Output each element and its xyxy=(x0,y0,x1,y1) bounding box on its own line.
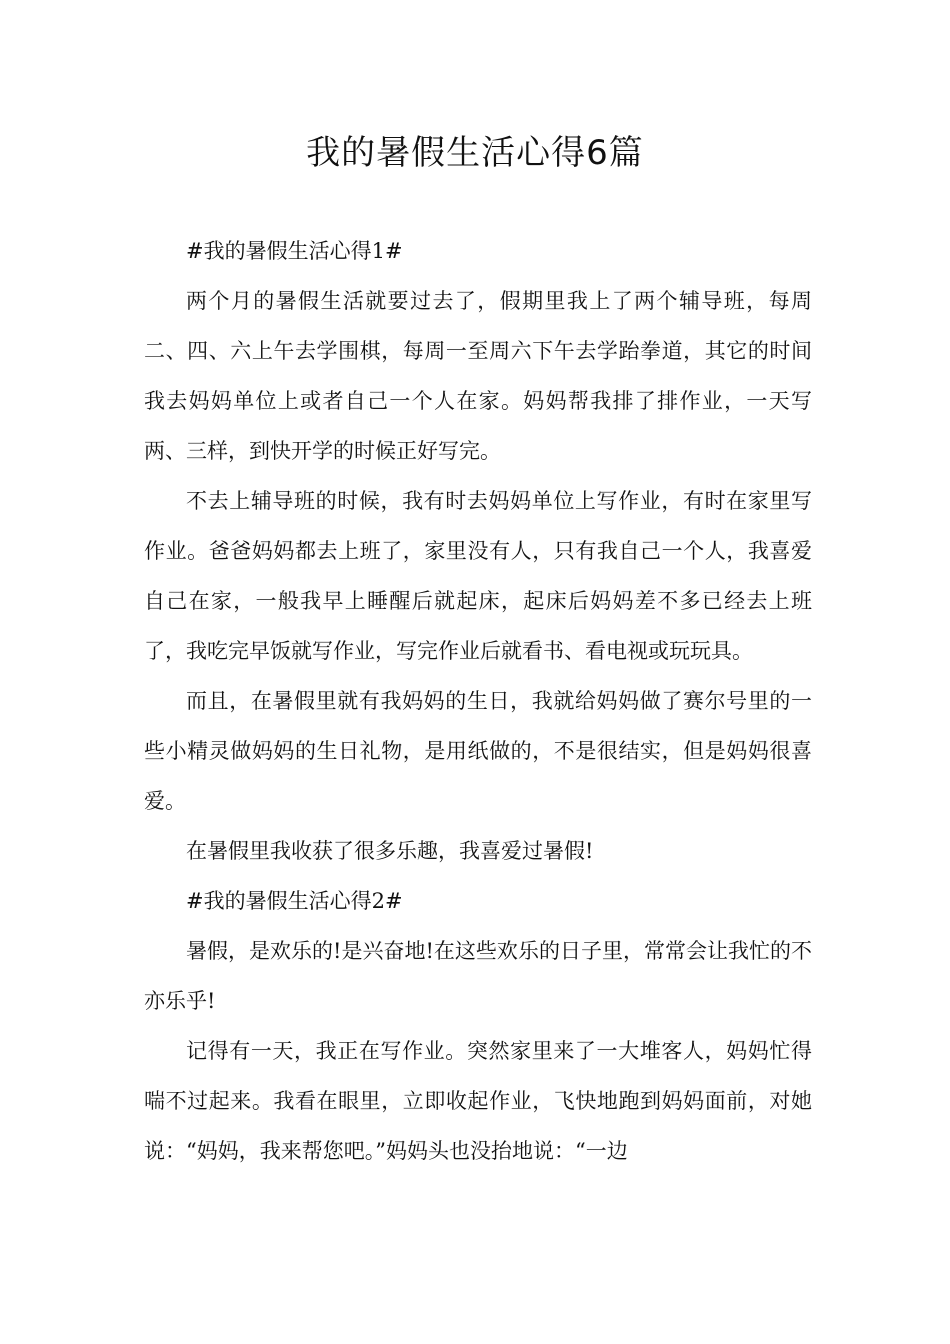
document-body xyxy=(144,226,812,1176)
paragraph: 在暑假里我收获了很多乐趣，我喜爱过暑假! xyxy=(186,839,594,863)
document-title: 我的暑假生活心得6篇 xyxy=(306,133,644,173)
paragraph: 两个月的暑假生活就要过去了，假期里我上了两个辅导班，每周二、四、六上午去学围棋，每周一至周六下午去学跆拳道，其它的时间我去妈妈单位上或者自己一个人在家。妈妈帮我排了排作业，一天写两、三样，到快开学的时候正好写完。 xyxy=(144,289,812,463)
section-heading-2: #我的暑假生活心得2# xyxy=(186,889,403,913)
section-heading-1: #我的暑假生活心得1# xyxy=(186,239,403,263)
paragraph: 不去上辅导班的时候，我有时去妈妈单位上写作业，有时在家里写作业。爸爸妈妈都去上班了，家里没有人，只有我自己一个人，我喜爱自己在家，一般我早上睡醒后就起床，起床后妈妈差不多已经去上班了，我吃完早饭就写作业，写完作业后就看书、看电视或玩玩具。 xyxy=(144,489,812,663)
paragraph: 暑假，是欢乐的!是兴奋地!在这些欢乐的日子里，常常会让我忙的不亦乐乎! xyxy=(144,939,812,1013)
paragraph: 而且，在暑假里就有我妈妈的生日，我就给妈妈做了赛尔号里的一些小精灵做妈妈的生日礼物，是用纸做的，不是很结实，但是妈妈很喜爱。 xyxy=(144,689,812,813)
paragraph: 记得有一天，我正在写作业。突然家里来了一大堆客人，妈妈忙得喘不过起来。我看在眼里，立即收起作业，飞快地跑到妈妈面前，对她说：“妈妈，我来帮您吧。”妈妈头也没抬地说：“一边 xyxy=(144,1039,812,1163)
